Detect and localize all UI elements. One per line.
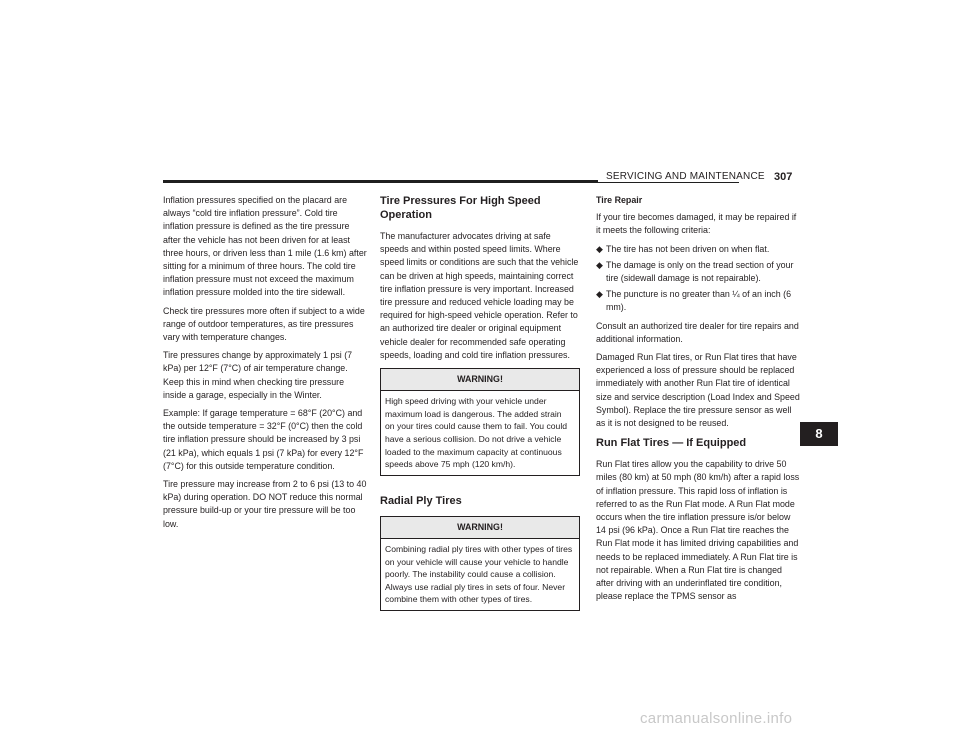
list-item: ◆ The tire has not been driven on when flat. xyxy=(596,243,800,256)
repair-criteria-list xyxy=(596,243,800,315)
list-item: ◆ The puncture is no greater than ¼ of an inch (6 mm). xyxy=(596,289,792,313)
paragraph: Inflation pressures specified on the placard are always “cold tire inflation pressure”. Cold tire inflation pressure is defined as the tire pressure after the vehicle has not been driven for at least three hours, or driven less than 1 mile (1.6 km) after sitting for a minimum of three hours. The cold tire inflation pressure must not exceed the maximum inflation pressure molded into the tire sidewall. xyxy=(163,195,367,298)
section-title: SERVICING AND MAINTENANCE xyxy=(598,171,771,182)
paragraph: Consult an authorized tire dealer for tire repairs and additional information. xyxy=(596,320,799,344)
watermark: carmanualsonline.info xyxy=(640,710,793,727)
paragraph: If your tire becomes damaged, it may be repaired if it meets the following criteria: xyxy=(596,212,797,236)
section-heading-radial-ply: Radial Ply Tires xyxy=(380,494,462,507)
bullet-icon: ◆ xyxy=(596,259,603,270)
column-3 xyxy=(596,194,800,608)
subheading-tire-repair: Tire Repair xyxy=(596,195,643,205)
section-heading-run-flat: Run Flat Tires — If Equipped xyxy=(596,437,747,450)
section-tab: 8 xyxy=(800,422,838,446)
warning-title: WARNING! xyxy=(381,369,579,391)
paragraph: Example: If garage temperature = 68°F (20°C) and the outside temperature = 32°F (0°C) then the cold tire inflation pressure should be increased by 3 psi (21 kPa), which equals 1 psi (7 kPa) for every 12°F (7°C) for this outside temperature condition. xyxy=(163,408,364,471)
paragraph: Tire pressure may increase from 2 to 6 psi (13 to 40 kPa) during operation. DO NOT reduce this normal pressure build-up or your tire pressure will be too low. xyxy=(163,479,367,529)
list-item: ◆ The damage is only on the tread section of your tire (sidewall damage is not repairable). xyxy=(596,259,794,284)
paragraph: Tire pressures change by approximately 1 psi (7 kPa) per 12°F (7°C) of air temperature change. Keep this in mind when checking tire pressure inside a garage, especially in the Winter. xyxy=(163,350,353,400)
section-heading-high-speed: Tire Pressures For High Speed Operation xyxy=(380,195,541,221)
bullet-icon: ◆ xyxy=(596,289,603,300)
paragraph: Damaged Run Flat tires, or Run Flat tires that have experienced a loss of pressure should be replaced immediately with another Run Flat tire of identical size and service description (Load Index and Speed Symbol). Replace the tire pressure sensor as well as it is not designed to be reused. xyxy=(596,352,800,429)
paragraph: The manufacturer advocates driving at safe speeds and within posted speed limits. Where speed limits or conditions are such that the vehicle can be driven at high speeds, maintaining correct tire inflation pressure is very important. Increased tire pressure and reduced vehicle loading may be required for high-speed vehicle operation. Refer to an authorized tire dealer or original equipment vehicle dealer for recommended safe operating speeds, loading and cold tire inflation pressures. xyxy=(380,231,579,360)
paragraph: Check tire pressures more often if subject to a wide range of outdoor temperatures, as tire pressures vary with temperature changes. xyxy=(163,305,365,343)
bullet-icon: ◆ xyxy=(596,243,603,254)
paragraph: Run Flat tires allow you the capability to drive 50 miles (80 km) at 50 mph (80 km/h) after a rapid loss of inflation pressure. This rapid loss of inflation is referred to as the Run Flat mode. A Run Flat mode occurs when the tire inflation pressure is/or below 14 psi (96 kPa). Once a Run Flat tire reaches the Run Flat mode it has limited driving capabilities and needs to be replaced immediately. A Run Flat tire is not repairable. When a Run Flat tire is changed after driving with an underinflated tire condition, please replace the TPMS sensor as xyxy=(596,459,800,602)
warning-text: High speed driving with your vehicle under maximum load is dangerous. The added strain on your tires could cause them to fail. You could have a serious collision. Do not drive a vehicle loaded to the maximum capacity at continuous speeds above 75 mph (120 km/h). xyxy=(385,396,568,470)
warning-box-high-speed xyxy=(380,368,580,476)
column-1 xyxy=(163,194,369,536)
warning-title: WARNING! xyxy=(381,517,579,539)
warning-box-radial-ply xyxy=(380,516,580,611)
column-2 xyxy=(380,194,580,623)
warning-text: Combining radial ply tires with other types of tires on your vehicle will cause your vehicle to handle poorly. The instability could cause a collision. Always use radial ply tires in sets of four. Never combine them with other types of tires. xyxy=(385,544,573,605)
page-number: 307 xyxy=(774,171,793,183)
